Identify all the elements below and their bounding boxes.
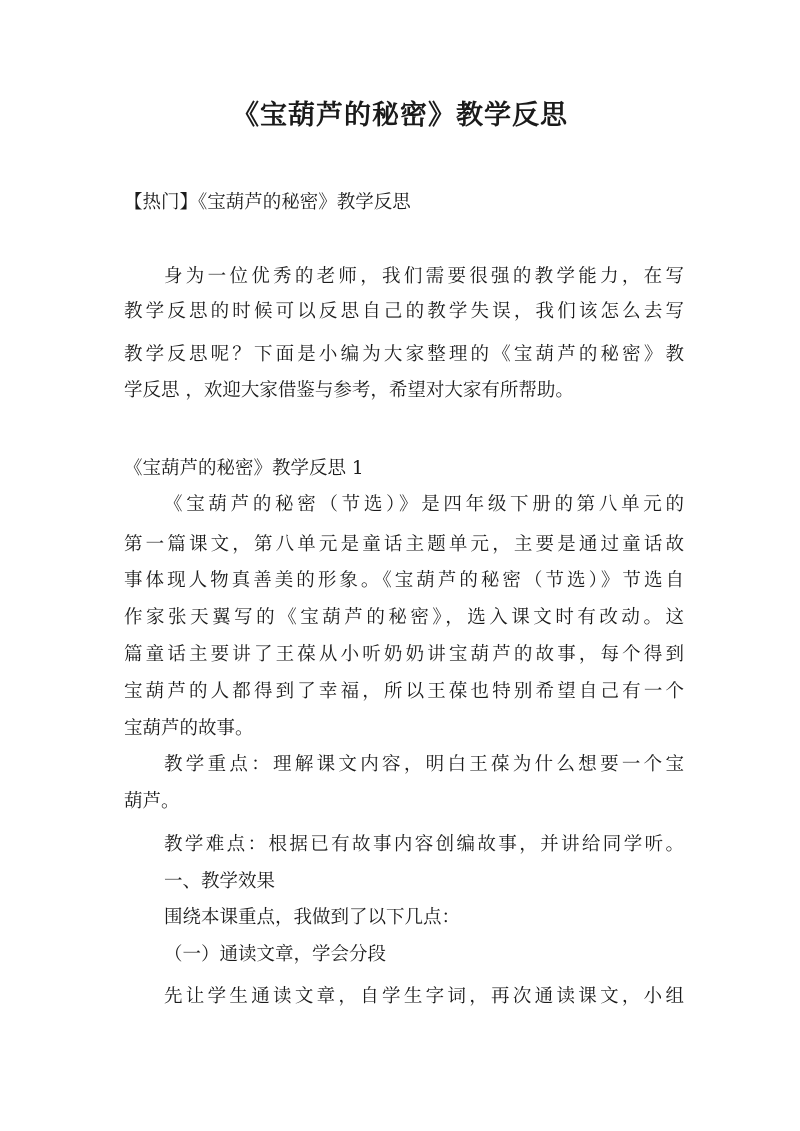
paragraph-line: 宝葫芦的人都得到了幸福，所以王葆也特别希望自己有一个	[124, 681, 684, 702]
paragraph-line: 第一篇课文，第八单元是童话主题单元，主要是通过童话故	[124, 534, 684, 555]
paragraph-line: 先让学生通读文章，自学生字词，再次通读课文，小组	[164, 986, 684, 1007]
section-heading: 《宝葫芦的秘密》教学反思 1	[124, 458, 364, 479]
document-subtitle: 【热门】《宝葫芦的秘密》教学反思	[124, 192, 411, 213]
intro-line: 教学反思的时候可以反思自己的教学失误，我们该怎么去写	[124, 301, 684, 322]
paragraph-line: 事体现人物真善美的形象。《宝葫芦的秘密（节选）》节选自	[124, 570, 684, 591]
intro-line: 学反思 ，欢迎大家借鉴与参考，希望对大家有所帮助。	[124, 380, 574, 401]
paragraph-line: 篇童话主要讲了王葆从小听奶奶讲宝葫芦的故事，每个得到	[124, 644, 684, 665]
intro-line: 身为一位优秀的老师，我们需要很强的教学能力，在写	[164, 266, 684, 287]
paragraph-line: 作家张天翼写的《宝葫芦的秘密》，选入课文时有改动。这	[124, 607, 684, 628]
document-title: 《宝葫芦的秘密》教学反思	[232, 100, 568, 131]
paragraph-line: 《宝葫芦的秘密（节选）》是四年级下册的第八单元的	[164, 494, 684, 515]
paragraph-line: 宝葫芦的故事。	[124, 718, 254, 739]
difficulty-line: 教学难点：根据已有故事内容创编故事，并讲给同学听。	[164, 834, 684, 855]
effect-intro-line: 围绕本课重点，我做到了以下几点：	[164, 907, 461, 928]
key-point-line: 葫芦。	[124, 791, 180, 812]
sub-heading-1: （一）通读文章，学会分段	[164, 944, 387, 965]
heading-teaching-effect: 一、教学效果	[164, 871, 276, 892]
intro-line: 教学反思呢？下面是小编为大家整理的《宝葫芦的秘密》教	[124, 344, 684, 365]
key-point-line: 教学重点：理解课文内容，明白王葆为什么想要一个宝	[164, 754, 684, 775]
